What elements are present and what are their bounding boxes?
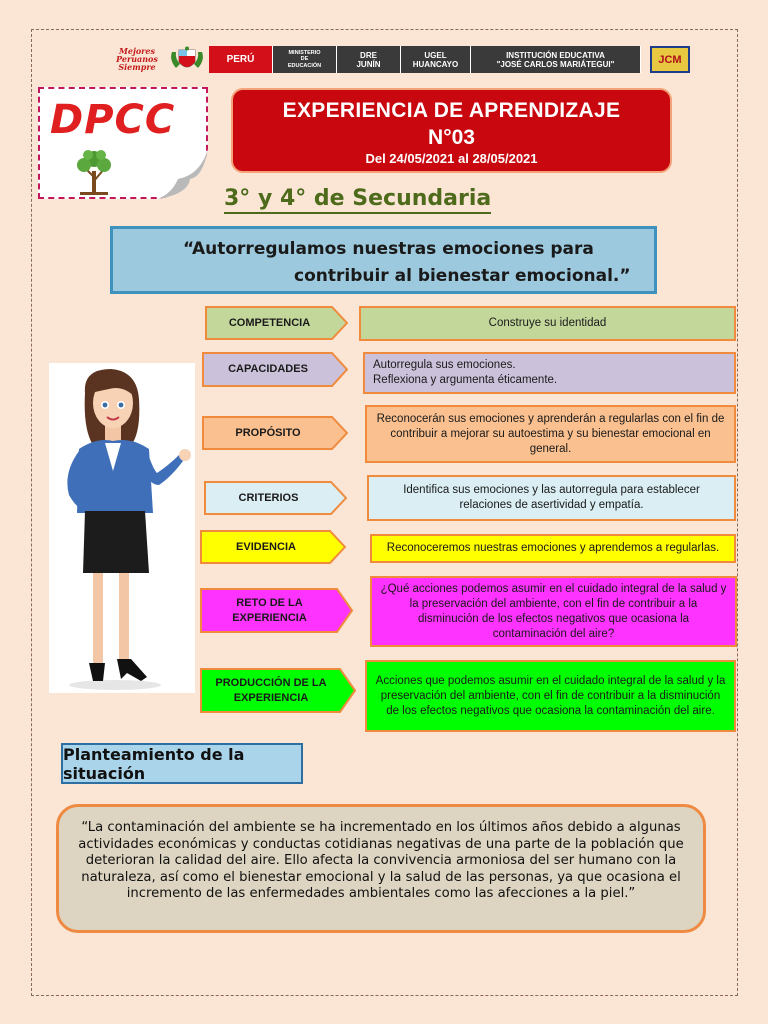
peru-coat-of-arms-icon bbox=[168, 46, 206, 74]
dpcc-logo-card bbox=[38, 87, 208, 199]
ugel-label: UGEL HUANCAYO bbox=[401, 46, 471, 73]
mejores-peruanos-logo bbox=[109, 46, 165, 72]
row-content-proposito bbox=[365, 405, 736, 463]
teacher-illustration bbox=[49, 363, 195, 693]
experience-title: EXPERIENCIA DE APRENDIZAJE bbox=[282, 99, 621, 122]
dpcc-label: DPCC bbox=[50, 97, 176, 143]
svg-text:Siempre: Siempre bbox=[118, 62, 156, 72]
row-content-line: Reflexiona y argumenta éticamente. bbox=[373, 374, 558, 386]
row-content-evidencia bbox=[370, 534, 736, 563]
page-curl-icon bbox=[158, 149, 208, 199]
row-content-produccion bbox=[365, 660, 736, 732]
row-label-capacidades bbox=[202, 352, 348, 387]
row-content-reto bbox=[370, 576, 737, 647]
row-content-text: Construye su identidad bbox=[488, 317, 607, 329]
row-label-text: COMPETENCIA bbox=[228, 316, 311, 329]
quote-line-2: contribuir al bienestar emocional.” bbox=[294, 266, 631, 286]
svg-text:Mejores: Mejores bbox=[119, 46, 155, 56]
row-label-text: RETO DE LA EXPERIENCIA bbox=[232, 596, 307, 624]
situation-text: “La contaminación del ambiente se ha incrementado en los últimos años debido a algunas actividades económicas y conductas cotidianas negativas de una parte de la población que deterioran la calidad del aire. Ello afecta la convivencia armoniosa del ser humano con la naturaleza, así como el bienestar emocional y la salud de las personas, ya que ocasiona el incremento de las enfermedades ambientales como las afecciones a la piel.” bbox=[56, 804, 706, 933]
row-label-text: CAPACIDADES bbox=[228, 363, 308, 375]
row-label-evidencia bbox=[200, 530, 346, 564]
svg-text:Peruanos: Peruanos bbox=[116, 54, 158, 64]
institucion-label: INSTITUCIÓN EDUCATIVA "JOSÉ CARLOS MARIÁTEGUI" bbox=[471, 46, 641, 73]
row-label-proposito bbox=[202, 416, 348, 450]
row-content-text: ¿Qué acciones podemos asumir en el cuidado integral de la salud y la preservación del ambiente, con el fin de contribuir a la disminución de los efectos negativos que ocasiona la contaminación del aire? bbox=[380, 582, 727, 640]
row-label-reto bbox=[200, 588, 353, 633]
row-content-criterios bbox=[367, 475, 736, 521]
row-label-produccion bbox=[200, 668, 356, 713]
grade-heading: 3° y 4° de Secundaria bbox=[224, 186, 491, 214]
row-label-text: PRODUCCIÓN DE LA EXPERIENCIA bbox=[215, 676, 327, 704]
row-label-text: CRITERIOS bbox=[238, 491, 299, 504]
experience-dates: Del 24/05/2021 al 28/05/2021 bbox=[365, 151, 538, 166]
ministerio-label: MINISTERIO DE EDUCACIÓN bbox=[273, 46, 337, 73]
row-label-criterios bbox=[204, 481, 347, 515]
school-logo: JCM bbox=[650, 46, 690, 73]
row-content-capacidades bbox=[363, 352, 736, 394]
row-label-competencia bbox=[205, 306, 348, 340]
row-content-text: Identifica sus emociones y las autorregula para establecer relaciones de asertividad y empatía. bbox=[403, 484, 700, 511]
row-label-text: EVIDENCIA bbox=[236, 540, 296, 553]
row-content-text: Reconocerán sus emociones y aprenderán a regularlas con el fin de contribuir a mejorar su autoestima y su bienestar emocional en general. bbox=[376, 412, 725, 455]
experience-title-box bbox=[231, 88, 672, 173]
quote-line-1: “Autorregulamos nuestras emociones para bbox=[183, 239, 594, 259]
row-label-text: PROPÓSITO bbox=[235, 426, 301, 439]
government-banner bbox=[209, 46, 641, 73]
row-content-text: Reconoceremos nuestras emociones y aprendemos a regularlas. bbox=[386, 542, 720, 554]
row-content-competencia bbox=[359, 306, 736, 341]
situation-heading: Planteamiento de la situación bbox=[61, 743, 303, 784]
row-content-line: Autorregula sus emociones. bbox=[373, 359, 516, 371]
experience-number: N°03 bbox=[428, 126, 475, 149]
dre-label: DRE JUNÍN bbox=[337, 46, 401, 73]
peru-label: PERÚ bbox=[209, 46, 273, 73]
main-quote-box bbox=[110, 226, 657, 294]
row-content-text: Acciones que podemos asumir en el cuidado integral de la salud y la preservación del ambiente, con el fin de contribuir a la disminución de los efectos negativos que ocasiona la contaminación del aire. bbox=[375, 674, 726, 717]
tree-icon bbox=[74, 147, 114, 195]
